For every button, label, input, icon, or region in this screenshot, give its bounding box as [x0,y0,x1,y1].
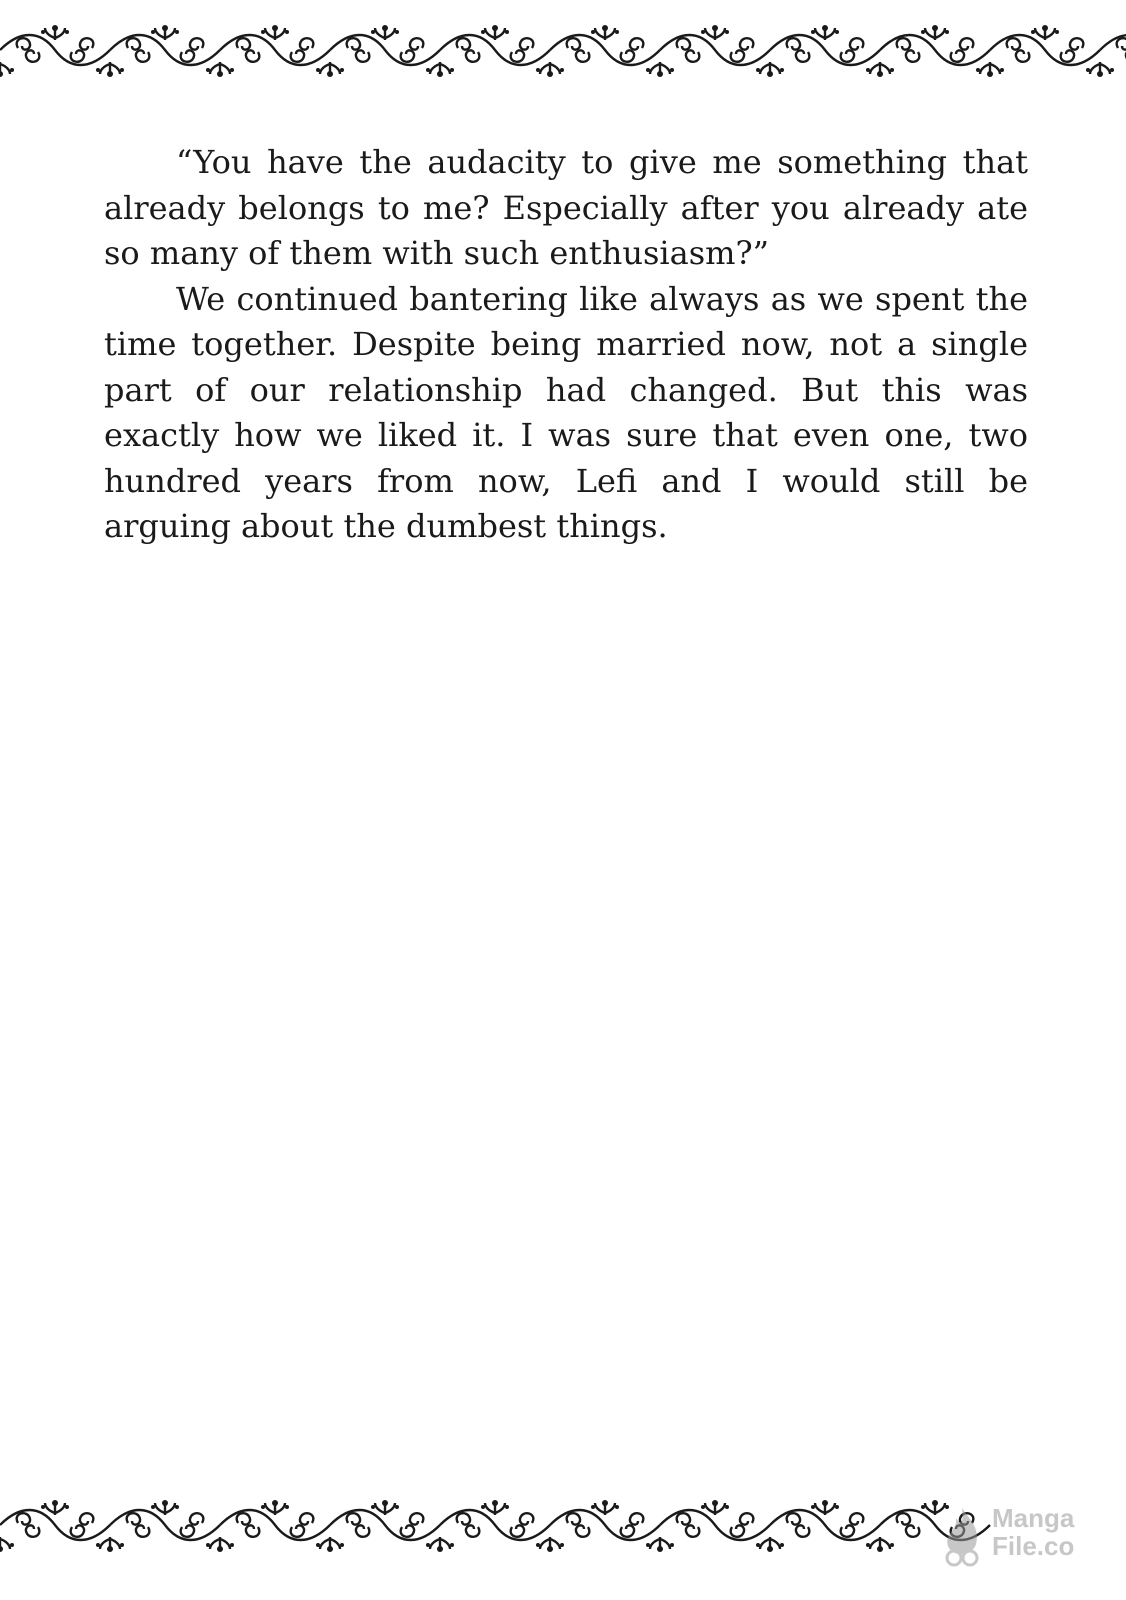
watermark-line-2: File.co [992,1531,1075,1561]
watermark-text [992,1504,1074,1560]
watermark-line-1: Manga [992,1503,1075,1533]
flame-logo-icon [936,1502,990,1568]
page-body-text [104,140,1028,550]
watermark [936,1502,1116,1572]
top-border-svg [0,22,1126,78]
paragraph-dialogue: “You have the audacity to give me something that already belongs to me? Especially after you already ate so many of them with such enthusiasm?” [104,143,1028,272]
top-ornamental-border [0,22,1126,78]
ornament-row [0,25,1126,77]
ornament-row [0,1500,990,1552]
paragraph-narration: We continued bantering like always as we spent the time together. Despite being married now, not a single part of our relationship had changed. But this was exactly how we liked it. I was sure that even one, two hundred years from now, Lefi and I would still be arguing about the dumbest things. [104,279,1028,545]
